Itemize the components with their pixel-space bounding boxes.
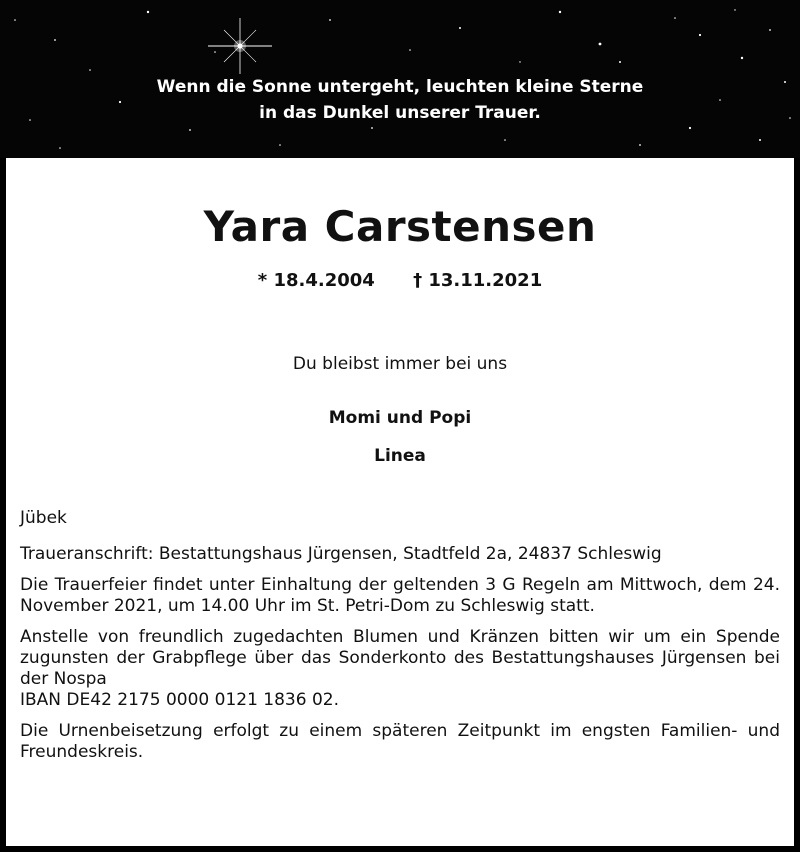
birth-date: * 18.4.2004 xyxy=(257,270,375,291)
address-paragraph: Traueranschrift: Bestattungshaus Jürgensen, Stadtfeld 2a, 24837 Schleswig xyxy=(20,544,662,564)
quote-line-1: Wenn die Sonne untergeht, leuchten kleine Sterne xyxy=(156,77,644,97)
sparkle-icon xyxy=(208,18,272,74)
header-quote xyxy=(0,74,800,126)
obituary-panel xyxy=(6,158,794,846)
quote-line-2: in das Dunkel unserer Trauer. xyxy=(259,103,541,123)
signatory: Linea xyxy=(374,446,426,466)
starry-header xyxy=(0,0,800,158)
motto: Du bleibst immer bei uns xyxy=(292,354,508,374)
deceased-name: Yara Carstensen xyxy=(203,202,597,251)
iban: IBAN DE42 2175 0000 0121 1836 02. xyxy=(20,690,339,710)
place: Jübek xyxy=(20,508,67,528)
donation-paragraph: Anstelle von freundlich zugedachten Blumen und Kränzen bitten wir um ein Spende zugunsten der Grabpflege über das Sonderkonto des Bestattungshauses Jürgensen bei der Nospa xyxy=(20,627,780,689)
burial-paragraph: Die Urnenbeisetzung erfolgt zu einem späteren Zeitpunkt im engsten Familien- und Freundeskreis. xyxy=(20,721,780,762)
ceremony-paragraph: Die Trauerfeier findet unter Einhaltung der geltenden 3 G Regeln am Mittwoch, dem 24. November 2021, um 14.00 Uhr im St. Petri-Dom zu Schleswig statt. xyxy=(20,575,780,616)
life-dates xyxy=(6,270,794,291)
signatory: Momi und Popi xyxy=(328,408,472,428)
death-date: † 13.11.2021 xyxy=(413,270,543,291)
notice-body xyxy=(20,544,780,773)
